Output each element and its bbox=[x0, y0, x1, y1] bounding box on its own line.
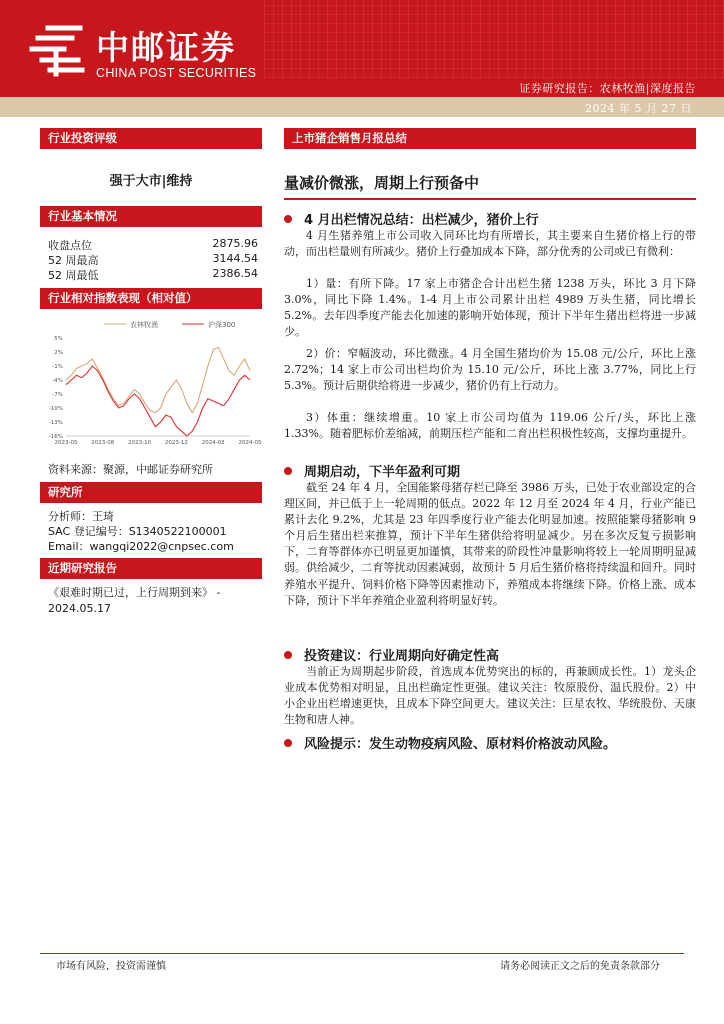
paragraph: 2）价：窄幅波动，环比微涨。4 月全国生猪均价为 15.08 元/公斤，环比上涨 2.72%；14 家上市公司出栏均价为 15.10 元/公斤，环比上涨 3.77%，同比上行 5.3%。预计后期供给将进一步减少，猪价仍有上行动力。 bbox=[284, 347, 696, 393]
paragraph: 截至 24 年 4 月，全国能繁母猪存栏已降至 3986 万头，已处于农业部设定的合理区间，并已低于上一轮周期的低点。2022 年 12 月至 2024 年 4 月，行业产能已累计去化 9.2%，尤其是 23 年四季度行业产能去化明显加速。按照能繁母猪影响 9 个月后生猪出栏来推算，预计下半年生猪供给将明显减少。另在多次反复亏损影响下，二育等群体亦已明显更加谨慎，其带来的阶段性冲量影响将较上一轮周期明显减弱。供给减少，二育等扰动因素减弱，故预计 5 月后生猪价格将持续温和回升。同时养殖水平提升、饲料价格下降等因素推动下，养殖成本将继续下降。价格上涨、成本下降，预计下半年养殖企业盈利将明显好转。 bbox=[284, 481, 696, 607]
paragraph: 3）体重：继续增重。10 家上市公司均值为 119.06 公斤/头，环比上涨 1.33%。随着肥标价差缩减，前期压栏产能和二育出栏积极性较高，支撑均重提升。 bbox=[284, 411, 696, 441]
y-tick-label: -13% bbox=[48, 420, 63, 426]
title-divider bbox=[284, 198, 696, 200]
column-title: 上市猪企销售月报总结 bbox=[284, 128, 696, 149]
bullet-dot-icon bbox=[284, 739, 292, 747]
report-date: 2024 年 5 月 27 日 bbox=[585, 102, 692, 115]
paragraph: 1）量：有所下降。17 家上市猪企合计出栏生猪 1238 万头，环比 3 月下降 3.0%，同比下降 1.4%。1-4 月上市公司累计出栏 4989 万头生猪，同比增长 5.2%。去年四季度产能去化加速的影响开始体现，预计下半年生猪出栏将进一步减少。 bbox=[284, 277, 696, 339]
y-tick-label: -16% bbox=[48, 434, 63, 440]
bullet-dot-icon bbox=[284, 467, 292, 475]
chart-legend bbox=[104, 320, 235, 329]
y-tick-label: -4% bbox=[52, 378, 63, 384]
legend-label: 沪深300 bbox=[208, 321, 236, 329]
footer-disclaimer-left: 市场有风险，投资需谨慎 bbox=[56, 961, 166, 972]
y-tick-label: -1% bbox=[52, 364, 63, 370]
report-header bbox=[0, 0, 724, 97]
section-heading bbox=[284, 645, 696, 664]
section-heading-text: 4 月出栏情况总结：出栏减少，猪价上行 bbox=[304, 213, 539, 228]
stat-value: 2386.54 bbox=[212, 267, 258, 280]
section-heading bbox=[284, 209, 696, 228]
sac-number: SAC 登记编号：S1340522100001 bbox=[48, 525, 227, 538]
basic-info-section-title: 行业基本情况 bbox=[40, 206, 262, 227]
stat-row bbox=[48, 252, 258, 268]
risk-statement bbox=[284, 733, 696, 752]
y-tick-label: 2% bbox=[54, 350, 63, 356]
bullet-dot-icon bbox=[284, 215, 292, 223]
analyst-email[interactable]: Email：wangqi2022@cnpsec.com bbox=[48, 540, 234, 553]
paragraph: 4 月生猪养殖上市公司收入同环比均有所增长，其主要来自生猪价格上行的带动，而出栏量则有所减少。猪价上行叠加成本下降，部分优秀的公司或已有微利： bbox=[284, 229, 696, 259]
rating-section-title: 行业投资评级 bbox=[40, 128, 262, 149]
stat-label: 52 周最高 bbox=[48, 254, 99, 267]
section-heading-text: 投资建议：行业周期向好确定性高 bbox=[304, 649, 500, 664]
chart-series bbox=[66, 347, 250, 436]
bullet-dot-icon bbox=[284, 651, 292, 659]
relative-performance-section-title: 行业相对指数表现（相对值） bbox=[40, 288, 262, 309]
recent-reports-section-title: 近期研究报告 bbox=[40, 558, 262, 579]
research-section-title: 研究所 bbox=[40, 482, 262, 503]
stat-label: 52 周最低 bbox=[48, 269, 99, 282]
section-heading-text: 周期启动，下半年盈利可期 bbox=[304, 465, 461, 480]
recent-report-link[interactable]: 《艰难时期已过，上行周期到来》 - 2024.05.17 bbox=[48, 586, 221, 615]
brand-name-en: CHINA POST SECURITIES bbox=[96, 66, 257, 80]
header-pattern bbox=[264, 0, 724, 78]
x-tick-label: 2023-08 bbox=[91, 440, 115, 446]
stat-label: 收盘点位 bbox=[48, 239, 92, 252]
stat-row bbox=[48, 267, 258, 283]
analyst-name: 分析师：王琦 bbox=[48, 510, 114, 523]
series-line-agriculture bbox=[66, 347, 250, 412]
paragraph: 当前正为周期起步阶段，首选成本优势突出的标的，再兼顾成长性。1）龙头企业成本优势相对明显，且出栏确定性更强。建议关注：牧原股份、温氏股份。2）中小企业出栏增速更快，且成本下降空间更大。建议关注：巨星农牧、华统股份、天康生物和唐人神。 bbox=[284, 665, 696, 727]
y-tick-label: 5% bbox=[54, 336, 63, 342]
relative-performance-chart bbox=[40, 310, 262, 454]
x-tick-label: 2023-12 bbox=[164, 440, 188, 446]
stat-row bbox=[48, 237, 258, 253]
chart-source: 资料来源：聚源，中邮证券研究所 bbox=[48, 463, 213, 476]
x-tick-label: 2023-05 bbox=[54, 440, 78, 446]
industry-rating: 强于大市|维持 bbox=[109, 174, 193, 189]
section-heading bbox=[284, 461, 696, 480]
x-tick-label: 2024-03 bbox=[201, 440, 225, 446]
y-tick-label: -10% bbox=[48, 406, 63, 412]
stat-value: 3144.54 bbox=[212, 252, 258, 265]
footer-disclaimer-right: 请务必阅读正文之后的免责条款部分 bbox=[500, 961, 660, 972]
chart-axis bbox=[49, 336, 262, 446]
risk-statement-text: 风险提示：发生动物疫病风险、原材料价格波动风险。 bbox=[304, 737, 617, 752]
stat-value: 2875.96 bbox=[212, 237, 258, 250]
footer-divider bbox=[40, 953, 684, 954]
report-title: 量减价微涨，周期上行预备中 bbox=[284, 174, 480, 192]
x-tick-label: 2023-10 bbox=[128, 440, 152, 446]
series-line-csi300 bbox=[66, 366, 250, 436]
y-tick-label: -7% bbox=[52, 392, 63, 398]
china-post-logo-icon bbox=[28, 22, 86, 78]
x-tick-label: 2024-05 bbox=[238, 440, 262, 446]
brand-name-cn: 中邮证券 bbox=[96, 28, 236, 67]
report-type: 证券研究报告：农林牧渔|深度报告 bbox=[519, 82, 696, 95]
legend-label: 农林牧渔 bbox=[130, 321, 158, 329]
